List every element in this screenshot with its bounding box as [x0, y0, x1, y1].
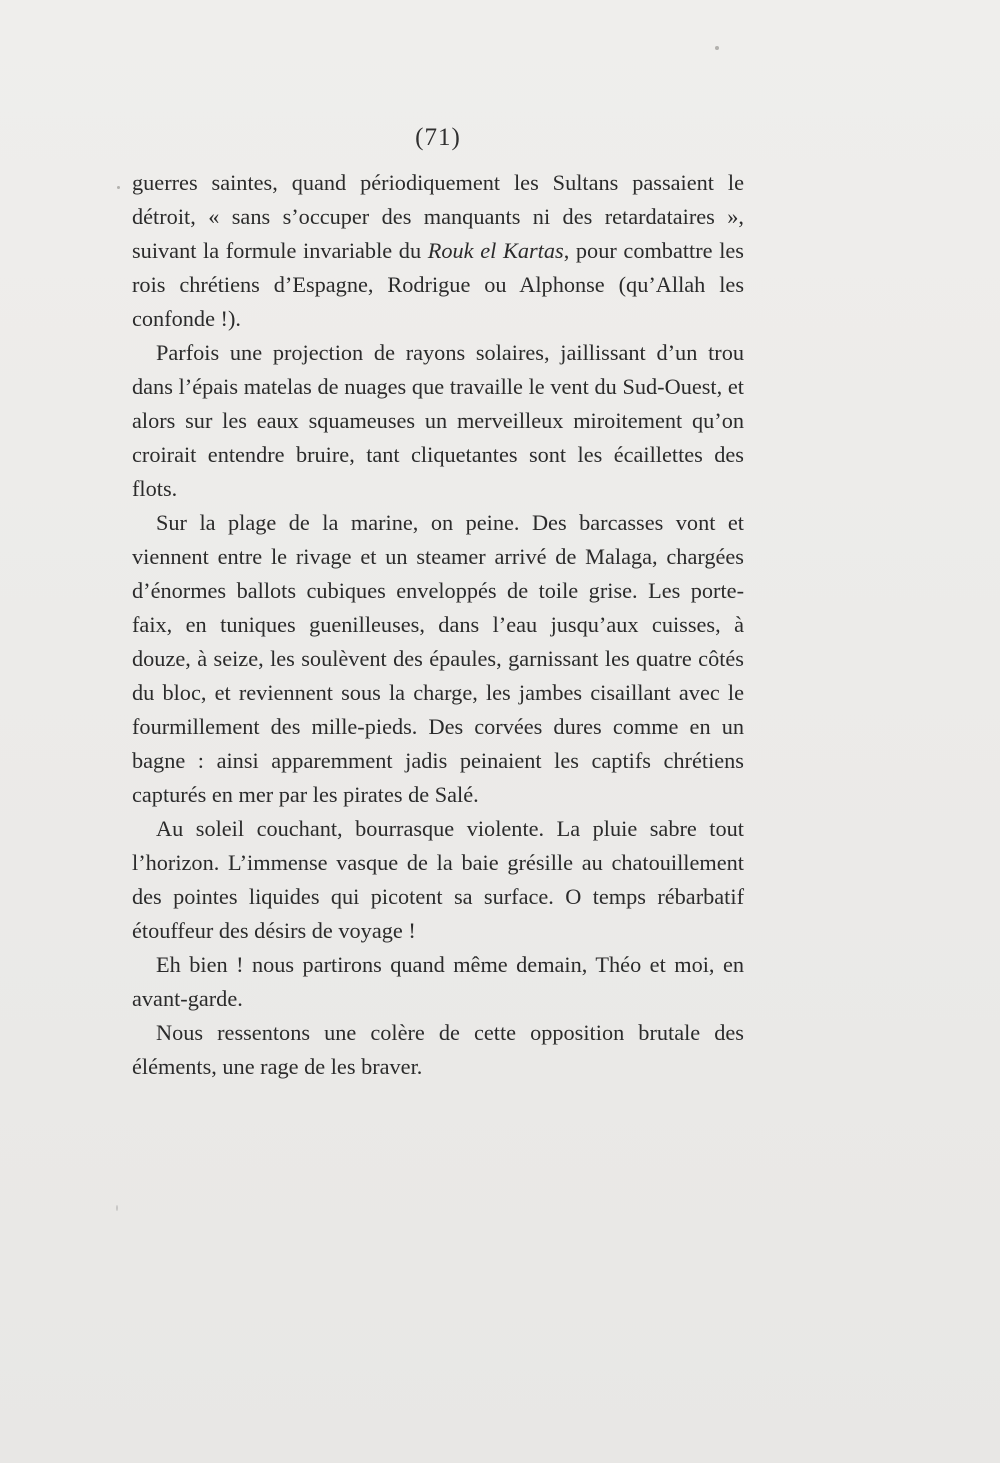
emphasized-title: Rouk el Kartas	[427, 238, 564, 263]
paragraph: Eh bien ! nous partirons quand même demain, Théo et moi, en avant-garde.	[132, 952, 744, 1011]
paragraph: Au soleil couchant, bourrasque violente. La pluie sabre tout l’horizon. L’immense vasque de la baie grésille au chatouillement des pointes liquides qui picotent sa surface. O temps rébarbatif étouffeur des désirs de voyage !	[132, 816, 744, 943]
paragraph: Parfois une projection de rayons solaires, jaillissant d’un trou dans l’épais matelas de nuages que travaille le vent du Sud-Ouest, et alors sur les eaux squameuses un merveilleux miroitement qu’on croirait entendre bruire, tant cliquetantes sont les écaillettes des flots.	[132, 340, 744, 501]
paper-speck	[116, 1205, 118, 1211]
paragraph-continued	[132, 166, 744, 336]
paragraph: Nous ressentons une colère de cette opposition brutale des éléments, une rage de les braver.	[132, 1020, 744, 1079]
paragraph-text: , pour combattre les rois chrétiens d’Espagne, Rodrigue ou Alphonse (qu’Allah les confonde !).	[132, 238, 744, 331]
paper-speck	[715, 46, 719, 50]
paragraph: Sur la plage de la marine, on peine. Des barcasses vont et viennent entre le rivage et un steamer arrivé de Malaga, chargées d’énormes ballots cubiques enveloppés de toile grise. Les porte-faix, en tuniques guenilleuses, dans l’eau jusqu’aux cuisses, à douze, à seize, les soulèvent des épaules, garnissant les quatre côtés du bloc, et reviennent sous la charge, les jambes cisaillant avec le fourmillement des mille-pieds. Des corvées dures comme en un bagne : ainsi apparemment jadis peinaient les captifs chrétiens capturés en mer par les pirates de Salé.	[132, 510, 744, 807]
body-text	[132, 166, 744, 1084]
paper-speck	[117, 186, 120, 189]
paragraph-text: guerres saintes, quand périodiquement les Sultans passaient le détroit, « sans s’occuper des manquants ni des retardataires », suivant la formule invariable du	[132, 170, 744, 263]
page-number: (71)	[415, 124, 461, 151]
